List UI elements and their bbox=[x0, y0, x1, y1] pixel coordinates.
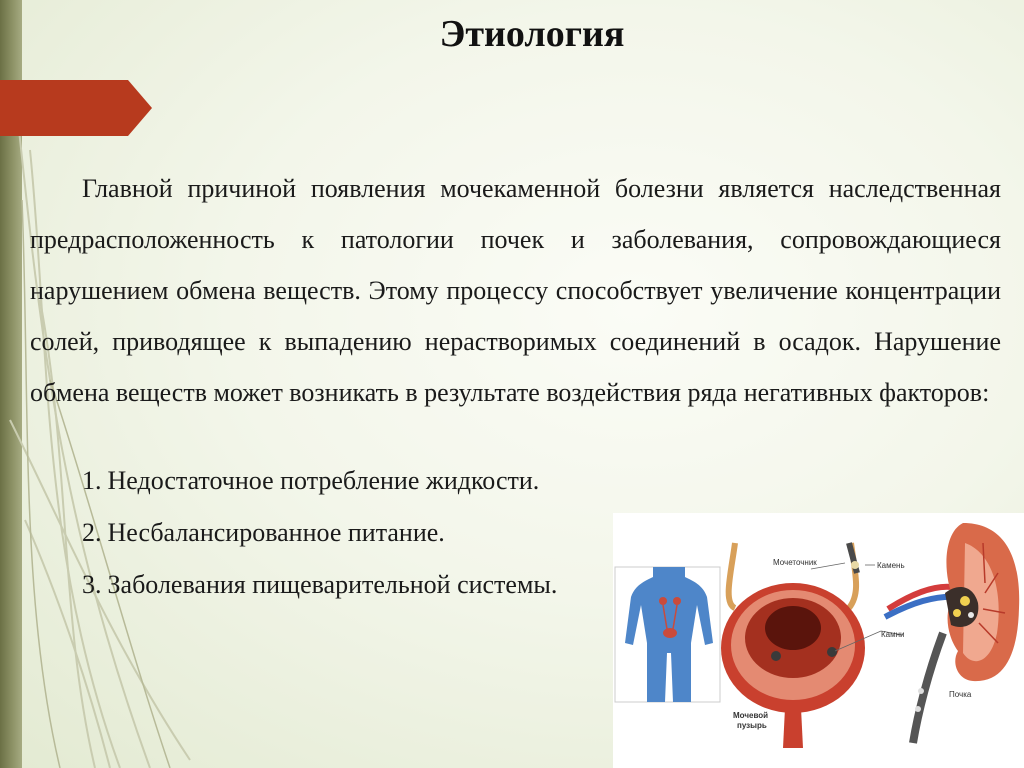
kidney-right-marker bbox=[673, 597, 681, 605]
main-paragraph: Главной причиной появления мочекаменной болезни является наследственная предрасположенность к патологии почек и заболевания, сопровождающиеся нарушением обмена веществ. Этому процессу способствует увеличение концентрации солей, приводящее к выпадению нерастворимых соединений в осадок. Нарушение обмена веществ может возникать в результате воздействия ряда негативных факторов: bbox=[30, 174, 1001, 407]
bladder-marker bbox=[663, 628, 677, 638]
label-bladder-line1: Мочевой bbox=[733, 711, 769, 720]
body-silhouette-panel bbox=[615, 567, 720, 702]
label-stones: Камни bbox=[881, 630, 905, 639]
page-title: Этиология bbox=[439, 13, 625, 55]
label-bladder-line2: пузырь bbox=[737, 721, 767, 730]
list-item-number: 3. bbox=[82, 570, 102, 599]
urinary-anatomy-illustration bbox=[613, 513, 1024, 768]
kidney-left-marker bbox=[659, 597, 667, 605]
list-item-text: Недостаточное потребление жидкости. bbox=[107, 466, 540, 495]
list-item-number: 2. bbox=[82, 518, 102, 547]
kidney-cross-section bbox=[945, 523, 1019, 681]
list-item bbox=[82, 466, 602, 518]
label-kidney: Почка bbox=[949, 690, 972, 699]
list-item bbox=[82, 570, 602, 622]
list-item-number: 1. bbox=[82, 466, 102, 495]
label-ureter: Мочеточник bbox=[773, 558, 817, 567]
factor-list bbox=[82, 466, 602, 622]
list-item-text: Заболевания пищеварительной системы. bbox=[107, 570, 558, 599]
title-accent-tab bbox=[0, 80, 152, 136]
list-item-text: Несбалансированное питание. bbox=[107, 518, 445, 547]
ureter-diagram bbox=[849, 543, 959, 743]
label-stone-top: Камень bbox=[877, 561, 905, 570]
list-item bbox=[82, 518, 602, 570]
